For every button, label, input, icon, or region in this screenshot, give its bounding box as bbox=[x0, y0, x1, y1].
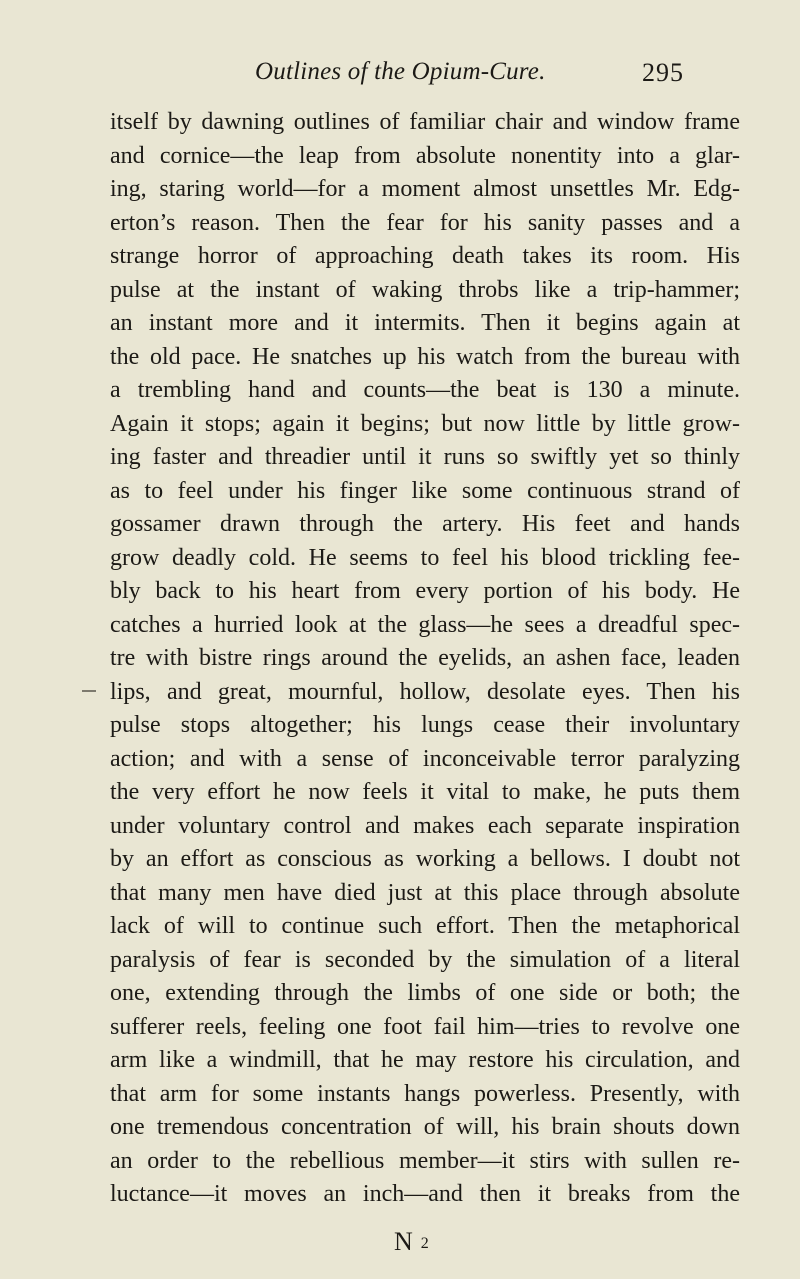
signature-number: 2 bbox=[420, 1235, 429, 1252]
text-line: catches a hurried look at the glass—he sees a dreadful spec- bbox=[110, 611, 740, 638]
text-line: ing faster and threadier until it runs so swiftly yet so thinly bbox=[110, 444, 740, 470]
signature-mark bbox=[394, 1227, 429, 1257]
text-line: itself by dawning outlines of familiar chair and window frame bbox=[110, 109, 740, 135]
text-line: paralysis of fear is seconded by the simulation of a literal bbox=[110, 946, 740, 973]
text-line: pulse at the instant of waking throbs like a trip-hammer; bbox=[110, 276, 740, 303]
text-line: one tremendous concentration of will, his brain shouts down bbox=[110, 1114, 740, 1140]
text-line: by an effort as conscious as working a bellows. I doubt not bbox=[110, 846, 740, 872]
text-line: arm like a windmill, that he may restore his circulation, and bbox=[110, 1047, 740, 1073]
margin-mark bbox=[82, 690, 96, 692]
text-line: sufferer reels, feeling one foot fail him—tries to revolve one bbox=[110, 1013, 740, 1040]
text-line: gossamer drawn through the artery. His feet and hands bbox=[110, 511, 740, 537]
text-line: an order to the rebellious member—it stirs with sullen re- bbox=[110, 1147, 740, 1174]
text-line: luctance—it moves an inch—and then it breaks from the bbox=[110, 1181, 740, 1207]
text-line: lips, and great, mournful, hollow, desolate eyes. Then his bbox=[110, 678, 740, 705]
text-line: the very effort he now feels it vital to make, he puts them bbox=[110, 779, 740, 805]
text-line: erton’s reason. Then the fear for his sanity passes and a bbox=[110, 209, 740, 236]
text-line: and cornice—the leap from absolute nonentity into a glar- bbox=[110, 142, 740, 169]
body-text bbox=[110, 106, 740, 1212]
text-line: pulse stops altogether; his lungs cease their involuntary bbox=[110, 712, 740, 738]
text-line: an instant more and it intermits. Then it begins again at bbox=[110, 310, 740, 336]
text-line: grow deadly cold. He seems to feel his blood trickling fee- bbox=[110, 544, 740, 571]
text-line: a trembling hand and counts—the beat is 130 a minute. bbox=[110, 377, 740, 403]
text-line: strange horror of approaching death takes its room. His bbox=[110, 243, 740, 269]
text-line: bly back to his heart from every portion of his body. He bbox=[110, 578, 740, 604]
text-line: under voluntary control and makes each separate inspiration bbox=[110, 812, 740, 839]
text-line: the old pace. He snatches up his watch from the bureau with bbox=[110, 343, 740, 370]
text-line: lack of will to continue such effort. Then the metaphorical bbox=[110, 913, 740, 939]
page-number: 295 bbox=[642, 58, 684, 87]
signature-letter: N bbox=[394, 1227, 417, 1256]
text-line: that arm for some instants hangs powerless. Presently, with bbox=[110, 1080, 740, 1107]
text-line: tre with bistre rings around the eyelids, an ashen face, leaden bbox=[110, 645, 740, 671]
text-line: as to feel under his finger like some continuous strand of bbox=[110, 477, 740, 504]
running-title: Outlines of the Opium-Cure. bbox=[255, 58, 546, 85]
text-line: Again it stops; again it begins; but now little by little grow- bbox=[110, 410, 740, 437]
text-line: ing, staring world—for a moment almost unsettles Mr. Edg- bbox=[110, 176, 740, 202]
text-line: action; and with a sense of inconceivable terror paralyzing bbox=[110, 745, 740, 772]
text-line: that many men have died just at this place through absolute bbox=[110, 879, 740, 906]
text-line: one, extending through the limbs of one side or both; the bbox=[110, 980, 740, 1006]
